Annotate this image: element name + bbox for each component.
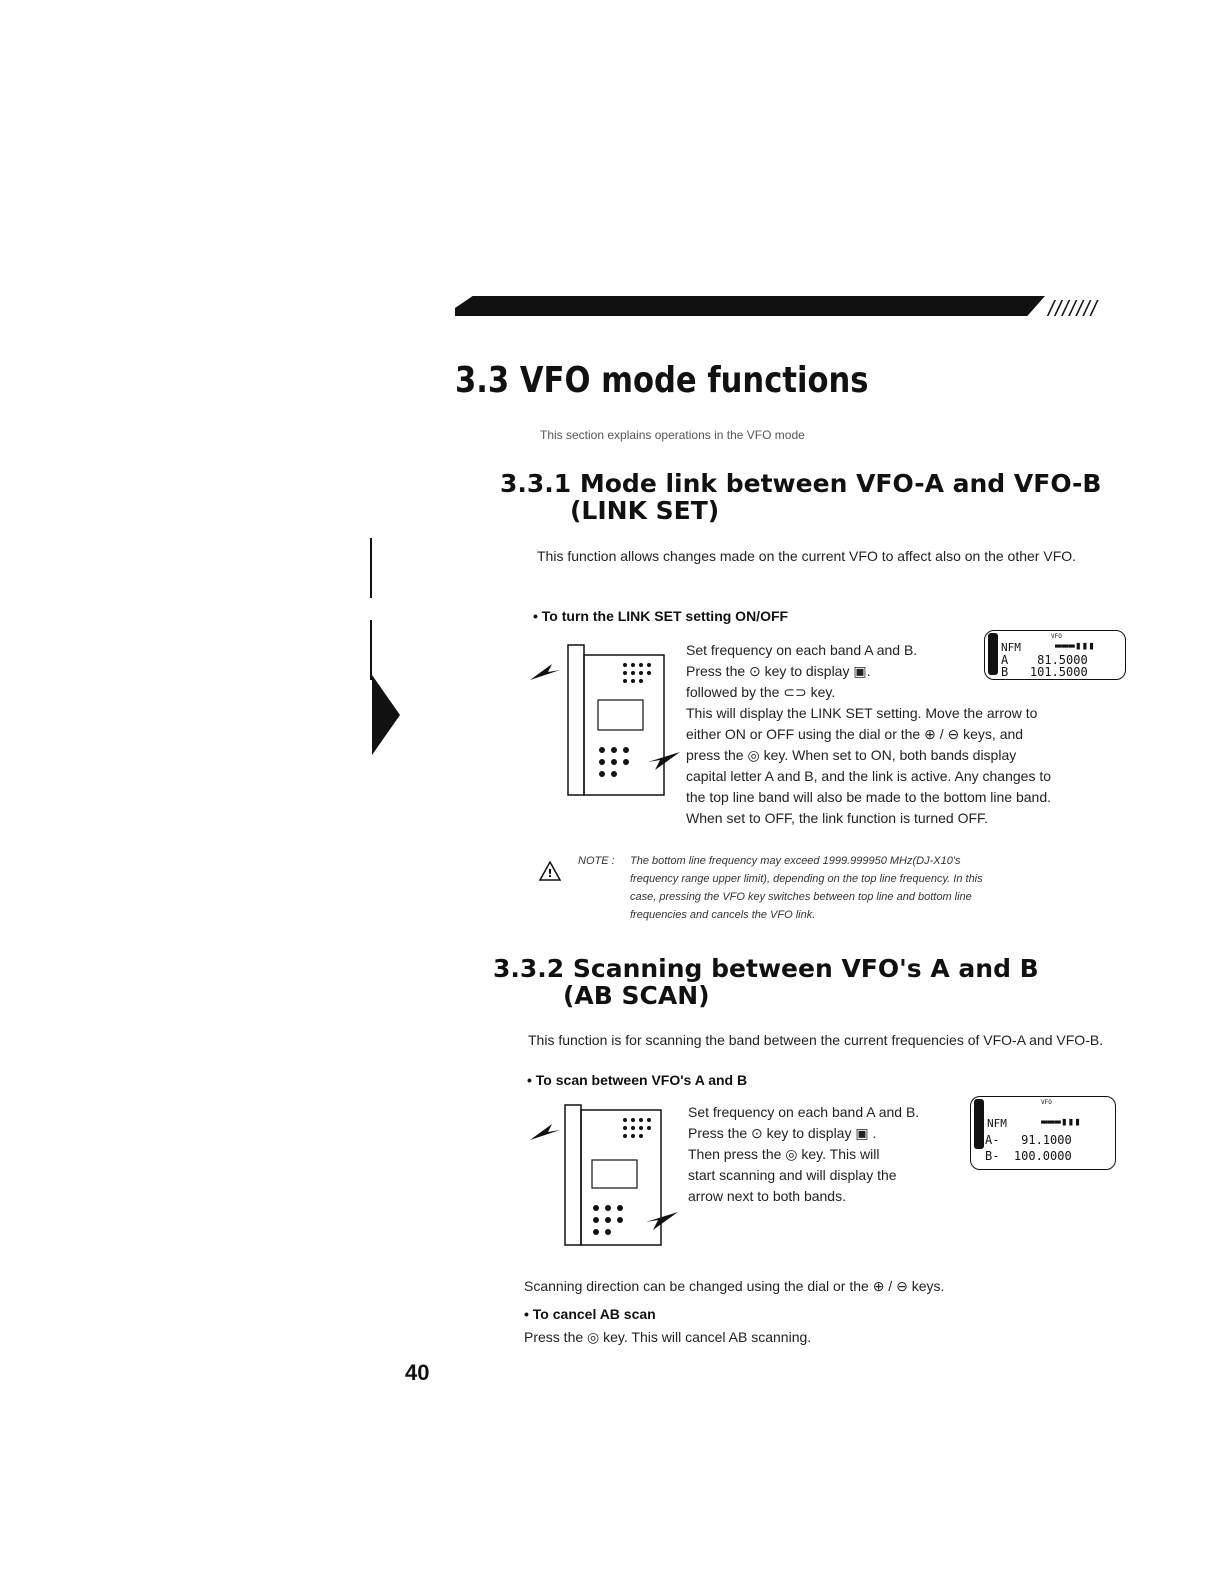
s332-line-5: arrow next to both bands. (688, 1188, 846, 1204)
radio-illustration-2 (530, 1100, 680, 1250)
s331-description: This function allows changes made on the current VFO to affect also on the other VFO. (537, 548, 1077, 564)
heading-331-line2: (LINK SET) (570, 496, 720, 525)
s332-line-1: Set frequency on each band A and B. (688, 1104, 920, 1120)
heading-331-line1: 3.3.1 Mode link between VFO-A and VFO-B (500, 469, 1102, 498)
s331-line-2: Press the ⊙ key to display ▣. (686, 663, 871, 679)
lcd-vfo-label: VFO (1051, 633, 1062, 640)
lcd-tag (974, 1099, 984, 1149)
arrow-icon (646, 1212, 678, 1230)
page-number: 40 (405, 1360, 430, 1385)
s332-line-3: Then press the ◎ key. This will (688, 1146, 880, 1162)
margin-line-bottom (370, 620, 372, 680)
s332-line-4: start scanning and will display the (688, 1167, 897, 1183)
lcd-signal-meter: ▬▬▬▮▮▮ (1041, 1115, 1081, 1128)
arrow-icon (530, 664, 560, 680)
scan-direction-text: Scanning direction can be changed using the dial or the ⊕ / ⊖ keys. (524, 1278, 945, 1294)
lcd-row-a: A 81.5000 (1001, 653, 1088, 667)
s331-line-8: the top line band will also be made to the bottom line band. (686, 789, 1052, 805)
s331-bullet: • To turn the LINK SET setting ON/OFF (533, 608, 789, 624)
heading-332-line1: 3.3.2 Scanning between VFO's A and B (493, 954, 1039, 983)
note-label: NOTE : (578, 855, 615, 867)
heading-332 (493, 955, 1039, 1009)
heading-331 (500, 470, 1101, 524)
lcd-row-b: B- 100.0000 (985, 1149, 1072, 1163)
lcd-display-2 (970, 1096, 1116, 1170)
s332-instructions (688, 1102, 919, 1207)
note-line-3: case, pressing the VFO key switches between top line and bottom line (630, 891, 972, 903)
header-slashes: /////// (1048, 296, 1098, 321)
lcd-tag (988, 633, 998, 675)
s331-line-5: either ON or OFF using the dial or the ⊕ / ⊖ keys, and (686, 726, 1024, 742)
note-line-4: frequencies and cancels the VFO link. (630, 909, 816, 921)
lcd-row-b: B 101.5000 (1001, 665, 1088, 679)
arrow-icon (530, 1124, 560, 1140)
s331-line-7: capital letter A and B, and the link is active. Any changes to (686, 768, 1052, 784)
s332-description: This function is for scanning the band between the current frequencies of VFO-A and VFO-B. (528, 1032, 1104, 1048)
margin-tab-marker (372, 675, 400, 755)
s331-line-1: Set frequency on each band A and B. (686, 642, 918, 658)
section-title: 3.3 VFO mode functions (455, 360, 869, 401)
lcd-display-1 (984, 630, 1126, 680)
note-line-1: The bottom line frequency may exceed 1999.999950 MHz(DJ-X10's (630, 855, 961, 867)
s331-line-6: press the ◎ key. When set to ON, both bands display (686, 747, 1017, 763)
note-line-2: frequency range upper limit), depending on the top line frequency. In this (630, 873, 983, 885)
s331-line-3: followed by the ⊂⊃ key. (686, 684, 836, 700)
section-intro: This section explains operations in the VFO mode (540, 428, 805, 442)
heading-332-line2: (AB SCAN) (563, 981, 710, 1010)
cancel-text: Press the ◎ key. This will cancel AB scanning. (524, 1329, 812, 1345)
lcd-signal-meter: ▬▬▬▮▮▮ (1055, 639, 1095, 652)
lcd-row-a: A- 91.1000 (985, 1133, 1072, 1147)
header-bar (455, 296, 1045, 316)
note-text (630, 852, 983, 924)
s332-line-2: Press the ⊙ key to display ▣ . (688, 1125, 877, 1141)
s331-line-4: This will display the LINK SET setting. Move the arrow to (686, 705, 1038, 721)
radio-illustration-1 (530, 640, 680, 800)
lcd-mode: NFM (1001, 641, 1021, 654)
margin-line-top (370, 538, 372, 598)
s331-line-9: When set to OFF, the link function is turned OFF. (686, 810, 988, 826)
lcd-vfo-label: VFO (1041, 1099, 1052, 1106)
cancel-bullet: • To cancel AB scan (524, 1306, 656, 1322)
lcd-mode: NFM (987, 1117, 1007, 1130)
svg-text:!: ! (547, 867, 553, 880)
s332-bullet: • To scan between VFO's A and B (527, 1072, 748, 1088)
warning-icon (538, 860, 562, 882)
